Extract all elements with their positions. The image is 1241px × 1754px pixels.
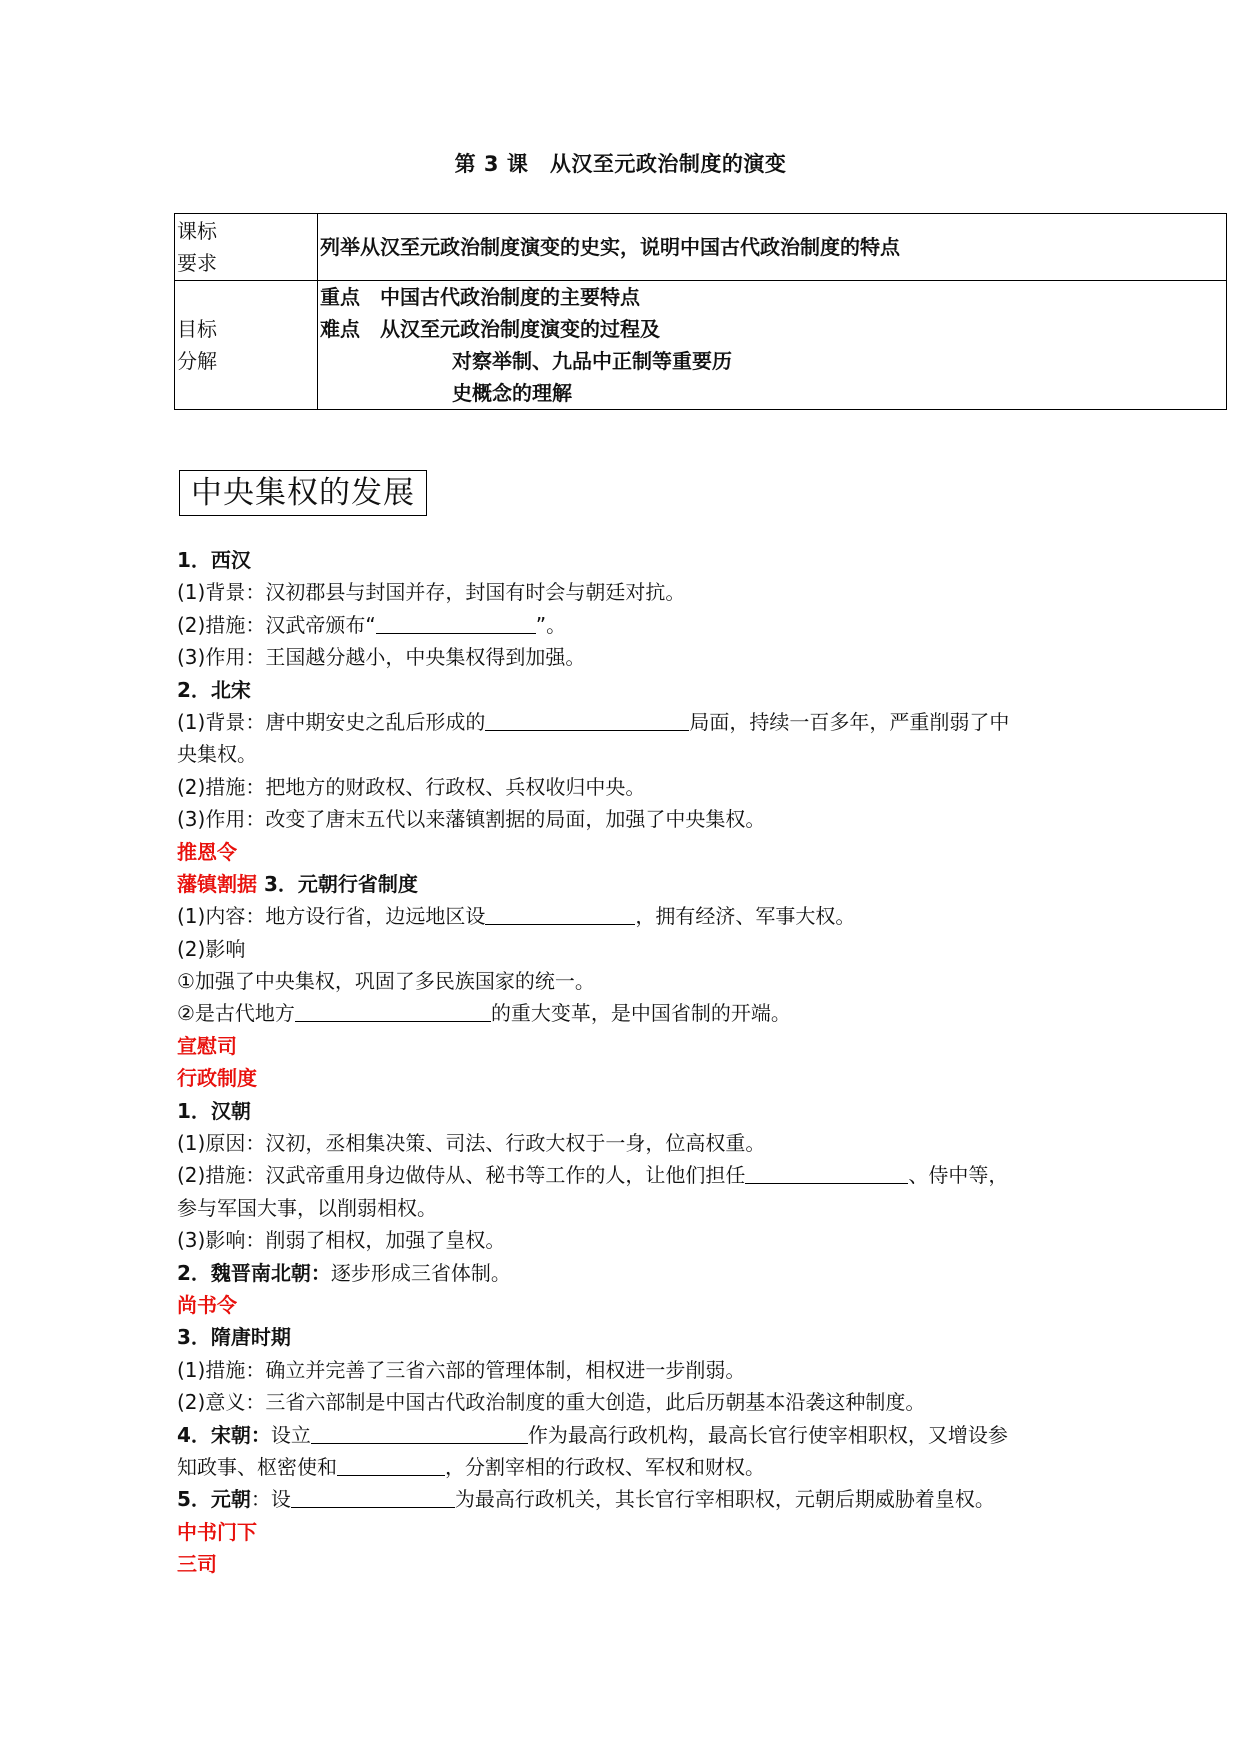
answer-text: 行政制度 xyxy=(177,1066,257,1091)
text-line xyxy=(177,609,1077,641)
label-line: 要求 xyxy=(177,251,217,275)
fill-in-blank xyxy=(485,710,689,731)
heading-northern-song: 2．北宋 xyxy=(177,677,251,702)
text-line xyxy=(177,1159,1077,1191)
section-heading: 中央集权的发展 xyxy=(179,470,427,516)
fill-in-blank xyxy=(311,1423,528,1444)
text-span: ”。 xyxy=(535,612,567,637)
text-span: 局面，持续一百多年，严重削弱了中 xyxy=(689,709,1010,734)
text-line: 央集权。 xyxy=(177,742,257,767)
text-span: (1)背景：唐中期安史之乱后形成的 xyxy=(177,709,486,734)
text-line xyxy=(177,1257,1077,1289)
heading-yuan-province: 3．元朝行省制度 xyxy=(257,871,418,896)
requirements-content xyxy=(318,214,1227,281)
text-span: 为最高行政机关，其长官行宰相职权，元朝后期威胁着皇权。 xyxy=(454,1487,995,1512)
objectives-content xyxy=(318,281,1227,410)
difficulty-text: 难点 从汉至元政治制度演变的过程及 xyxy=(320,317,660,341)
answer-text: 藩镇割据 xyxy=(177,871,257,896)
heading-western-han: 1．西汉 xyxy=(177,548,251,572)
table-row xyxy=(175,281,1227,410)
fill-in-blank xyxy=(291,1487,455,1508)
fill-in-blank xyxy=(745,1163,908,1184)
fill-in-blank xyxy=(485,904,635,925)
text-span: (1)内容：地方设行省，边远地区设 xyxy=(177,904,486,929)
answer-text: 推恩令 xyxy=(177,839,237,864)
text-line: (3)作用：王国越分越小，中央集权得到加强。 xyxy=(177,645,586,670)
text-span: 知政事、枢密使和 xyxy=(177,1454,337,1479)
key-point-text: 重点 中国古代政治制度的主要特点 xyxy=(320,285,640,309)
text-span: ，拥有经济、军事大权。 xyxy=(635,904,856,929)
page-title: 第 3 课 从汉至元政治制度的演变 xyxy=(454,152,787,176)
text-line: (3)影响：削弱了相权，加强了皇权。 xyxy=(177,1228,506,1253)
label-line: 分解 xyxy=(177,349,217,373)
answer-text: 尚书令 xyxy=(177,1292,237,1317)
text-line xyxy=(177,1419,1077,1451)
requirements-text: 列举从汉至元政治制度演变的史实，说明中国古代政治制度的特点 xyxy=(320,235,900,259)
fill-in-blank xyxy=(376,613,536,634)
text-line: (3)作用：改变了唐末五代以来藩镇割据的局面，加强了中央集权。 xyxy=(177,807,766,832)
text-line: (2)意义：三省六部制是中国古代政治制度的重大创造，此后历朝基本沿袭这种制度。 xyxy=(177,1390,926,1415)
label-line: 课标 xyxy=(177,219,217,243)
heading-han-dynasty: 1．汉朝 xyxy=(177,1098,251,1123)
text-line xyxy=(177,997,1077,1029)
heading-yuan: 5．元朝 xyxy=(177,1487,251,1512)
text-line: (1)背景：汉初郡县与封国并存，封国有时会与朝廷对抗。 xyxy=(177,580,686,605)
text-line: (1)措施：确立并完善了三省六部的管理体制，相权进一步削弱。 xyxy=(177,1357,746,1382)
heading-sui-tang: 3．隋唐时期 xyxy=(177,1325,291,1350)
text-span: ：设 xyxy=(250,1487,291,1512)
difficulty-text-cont: 史概念的理解 xyxy=(452,381,572,405)
fill-in-blank xyxy=(295,1001,491,1022)
text-line: (1)原因：汉初，丞相集决策、司法、行政大权于一身，位高权重。 xyxy=(177,1131,766,1156)
text-span: ②是古代地方 xyxy=(177,1001,295,1026)
answer-text: 宣慰司 xyxy=(177,1033,237,1058)
answer-text: 三司 xyxy=(177,1552,217,1577)
text-span: 逐步形成三省体制。 xyxy=(330,1260,511,1285)
text-line xyxy=(177,706,1077,738)
text-line xyxy=(177,1483,1077,1515)
table-row xyxy=(175,214,1227,281)
text-line: ①加强了中央集权，巩固了多民族国家的统一。 xyxy=(177,969,595,994)
heading-wei-jin: 2．魏晋南北朝： xyxy=(177,1260,331,1285)
text-line: (2)影响 xyxy=(177,936,246,961)
row-label-objectives xyxy=(175,281,318,410)
text-span: (2)措施：汉武帝颁布“ xyxy=(177,612,376,637)
label-line: 目标 xyxy=(177,317,217,341)
text-span: (2)措施：汉武帝重用身边做侍从、秘书等工作的人，让他们担任 xyxy=(177,1163,746,1188)
lesson-body xyxy=(177,544,1077,1581)
text-span: 设立 xyxy=(270,1422,311,1447)
text-line xyxy=(177,868,1077,900)
text-line: 参与军国大事，以削弱相权。 xyxy=(177,1195,437,1220)
row-label-requirements xyxy=(175,214,318,281)
fill-in-blank xyxy=(337,1455,445,1476)
text-span: ，分割宰相的行政权、军权和财权。 xyxy=(445,1454,765,1479)
text-line xyxy=(177,900,1077,932)
difficulty-text-cont: 对察举制、九品中正制等重要历 xyxy=(452,349,732,373)
text-line xyxy=(177,1451,1077,1483)
text-line: (2)措施：把地方的财政权、行政权、兵权收归中央。 xyxy=(177,774,646,799)
text-span: 的重大变革，是中国省制的开端。 xyxy=(490,1001,791,1026)
objectives-table xyxy=(174,213,1227,410)
text-span: 、侍中等， xyxy=(908,1163,1009,1188)
heading-song: 4．宋朝： xyxy=(177,1422,271,1447)
text-span: 作为最高行政机构，最高长官行使宰相职权，又增设参 xyxy=(527,1422,1008,1447)
answer-text: 中书门下 xyxy=(177,1519,257,1544)
